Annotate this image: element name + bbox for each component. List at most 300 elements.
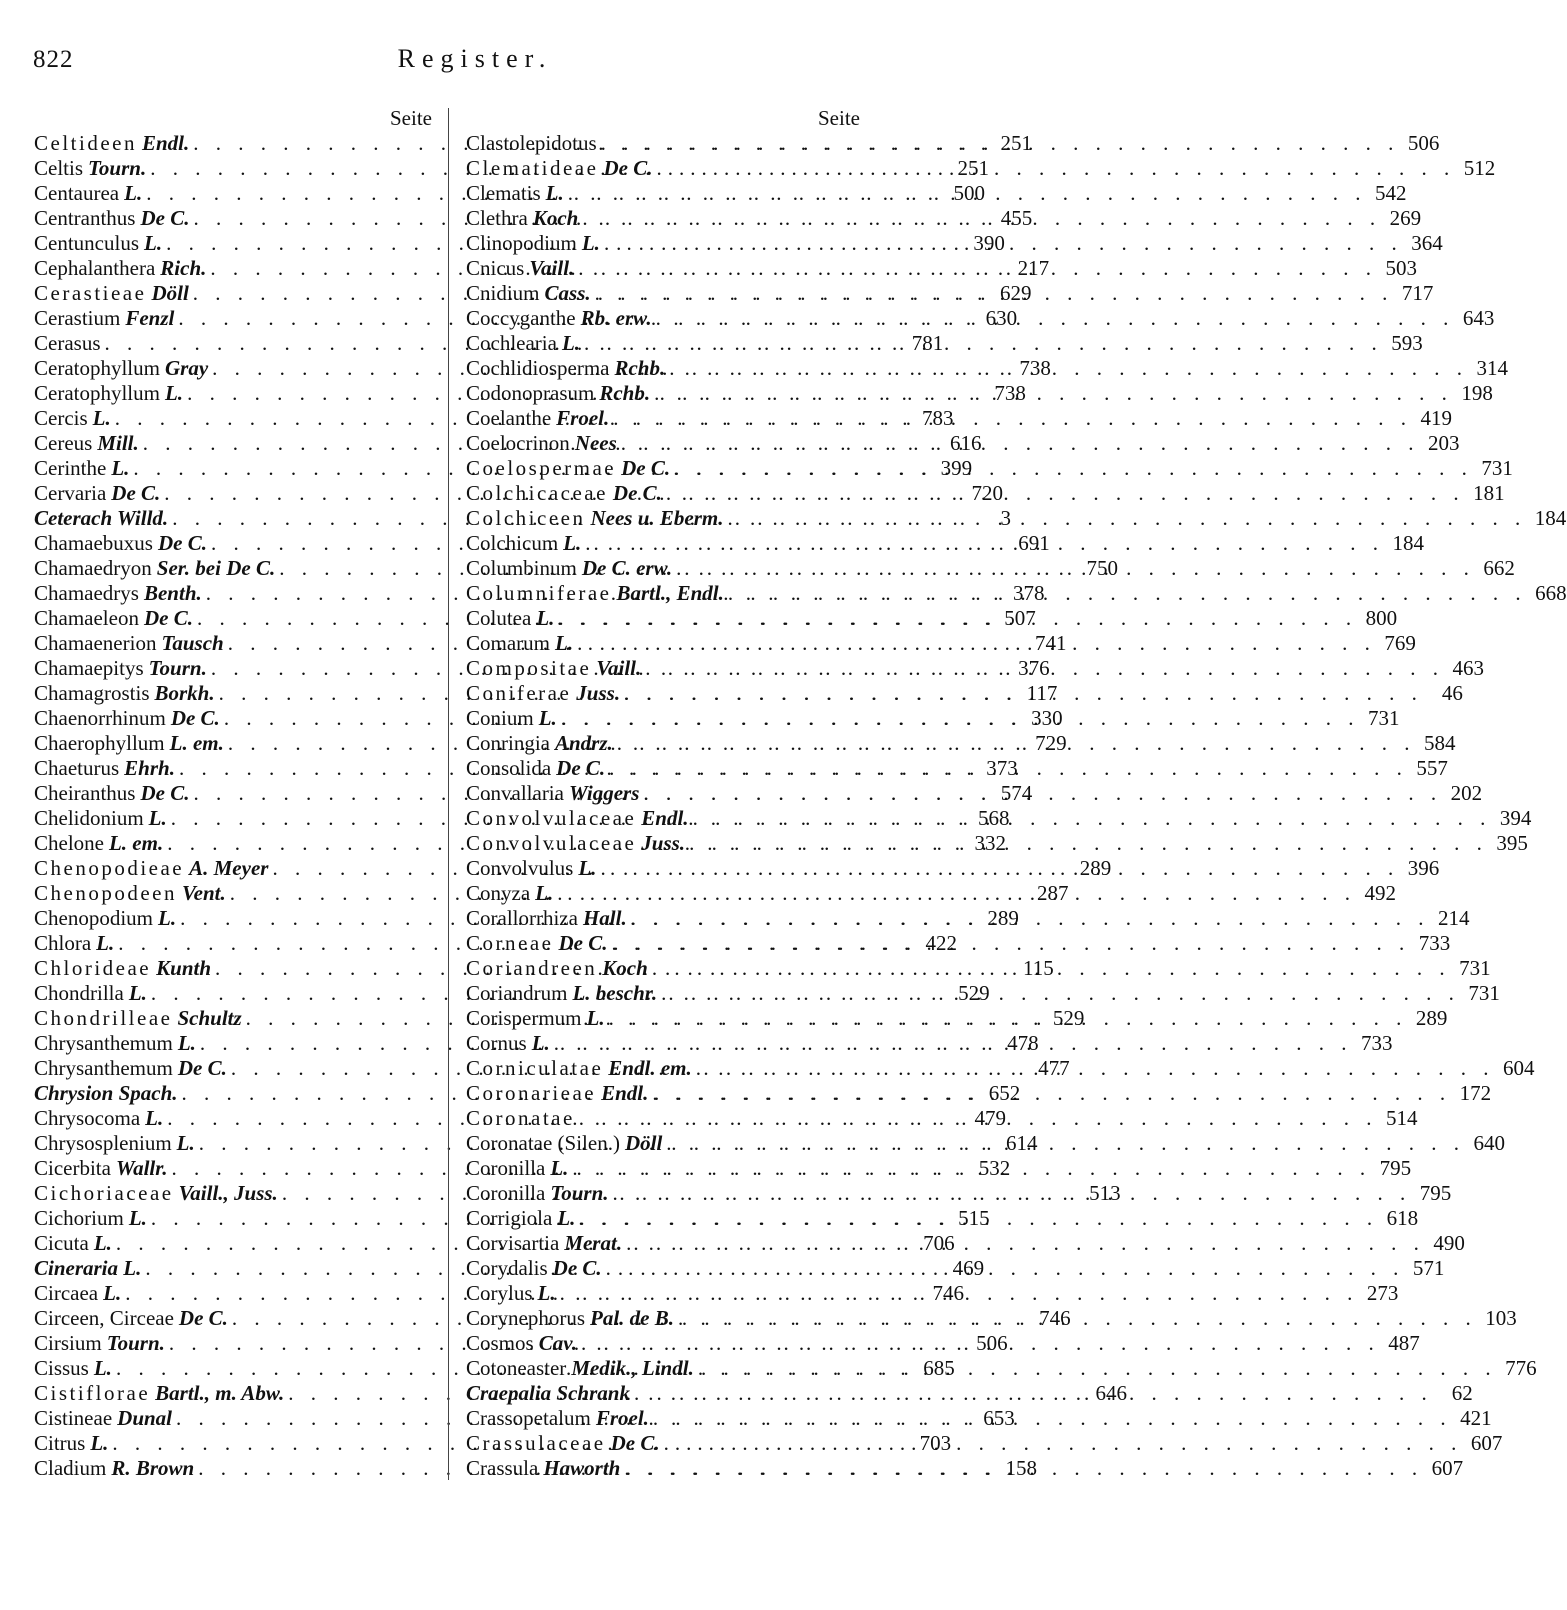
entry-name: Cornus <box>466 1031 527 1055</box>
leader-dots <box>657 981 1460 1006</box>
entry-page-number: 251 <box>957 156 989 180</box>
entry-page-number: 251 <box>1000 131 1033 155</box>
entry-name: Ceterach Willd. <box>34 506 169 530</box>
entry-author: Froel. <box>595 1406 649 1430</box>
entry-text <box>34 1181 278 1206</box>
entry-author: De C. <box>610 1431 660 1455</box>
entry-author: L. <box>128 981 147 1005</box>
entry-author: Ser. bei De C. <box>156 556 276 580</box>
entry-author: L. <box>164 381 184 405</box>
entry-name: Cichoriaceae <box>34 1181 174 1205</box>
entry-author: L. <box>538 706 557 730</box>
entry-page-number: 158 <box>1005 1456 1037 1480</box>
entry-page-number: 3 <box>1000 506 1011 530</box>
entry-page-number: 574 <box>1000 781 1033 805</box>
entry-text <box>34 906 176 931</box>
entry-name: Clethra <box>466 206 528 230</box>
entry-name: Corniculatae <box>466 1056 604 1080</box>
leader-dots <box>597 131 1400 156</box>
leader-dots <box>556 1281 1359 1306</box>
entry-text <box>34 256 206 281</box>
entry-page-number: 181 <box>1473 481 1505 505</box>
entry-text <box>34 306 174 331</box>
entry-text <box>34 781 189 806</box>
entry-page-number: 273 <box>1366 1281 1399 1305</box>
entry-name: Cerasus <box>34 331 101 355</box>
entry-text <box>466 656 641 681</box>
leader-dots <box>639 781 1442 806</box>
entry-name: Cnicus <box>466 256 525 280</box>
entry-page-number: 729 <box>1035 731 1067 755</box>
entry-name: Consolida <box>466 756 552 780</box>
entry-page-number: 455 <box>1000 206 1033 230</box>
entry-text <box>466 1306 674 1331</box>
leader-dots <box>660 1431 1463 1456</box>
entry-name: Coniferae <box>466 681 572 705</box>
leader-dots <box>581 531 1384 556</box>
entry-author: Endl. em. <box>608 1056 692 1080</box>
leader-dots <box>575 1106 1378 1131</box>
leader-dots <box>554 606 1357 631</box>
leader-dots <box>672 556 1475 581</box>
entry-page-number: 396 <box>1407 856 1440 880</box>
entry-page-number: 198 <box>1461 381 1493 405</box>
entry-page-number: 750 <box>1086 556 1118 580</box>
entry-page-number: 769 <box>1384 631 1416 655</box>
entry-page-number: 662 <box>1483 556 1515 580</box>
entry-text <box>466 1356 694 1381</box>
entry-page-number: 373 <box>986 756 1018 780</box>
entry-name: Centaurea <box>34 181 120 205</box>
entry-name: Cistineae <box>34 1406 113 1430</box>
entry-text <box>34 806 167 831</box>
leader-dots <box>650 381 1453 406</box>
entry-name: Columniferae <box>466 581 612 605</box>
entry-page-number: 800 <box>1365 606 1398 630</box>
entry-author: De C. <box>111 481 161 505</box>
column-divider <box>448 108 449 1480</box>
entry-name: Cervaria <box>34 481 107 505</box>
entry-name: Coccyganthe <box>466 306 576 330</box>
entry-page-number: 469 <box>952 1256 985 1280</box>
leader-dots <box>662 481 1465 506</box>
entry-page-number: 289 <box>1415 1006 1448 1030</box>
entry-page-number: 593 <box>1391 331 1423 355</box>
entry-page-number: 117 <box>1026 681 1058 705</box>
entry-text <box>34 756 175 781</box>
entry-author: Vaill. <box>529 256 575 280</box>
entry-text <box>34 1131 195 1156</box>
leader-dots <box>662 1131 1465 1156</box>
entry-text <box>466 906 627 931</box>
entry-text <box>34 956 211 981</box>
entry-text <box>34 1381 284 1406</box>
entry-page-number: 376 <box>1018 656 1050 680</box>
entry-name: Coelanthe <box>466 406 552 430</box>
entry-name: Corylus <box>466 1281 533 1305</box>
entry-name: Circaea <box>34 1281 99 1305</box>
entry-author: Nees <box>574 431 617 455</box>
entry-name: Coronilla <box>466 1181 546 1205</box>
entry-page-number: 795 <box>1379 1156 1412 1180</box>
entry-page-number: 364 <box>1411 231 1443 255</box>
leader-dots <box>577 1331 1380 1356</box>
leader-dots <box>575 1206 1378 1231</box>
entry-text <box>466 1031 550 1056</box>
entry-text <box>466 581 724 606</box>
entry-name: Chondrilleae <box>34 1006 173 1030</box>
entry-text <box>466 956 648 981</box>
entry-page-number: 717 <box>1401 281 1434 305</box>
entry-text <box>466 1381 630 1406</box>
entry-page-number: 478 <box>1007 1031 1039 1055</box>
entry-text <box>466 1281 556 1306</box>
entry-name: Corydalis <box>466 1256 548 1280</box>
entry-page-number: 532 <box>978 1156 1011 1180</box>
entry-name: Colchicaceae <box>466 481 608 505</box>
entry-name: Codonoprasum <box>466 381 595 405</box>
entry-author: L. <box>124 181 143 205</box>
entry-page-number: 643 <box>1462 306 1495 330</box>
entry-author: Döll <box>151 281 189 305</box>
entry-page-number: 378 <box>1013 581 1045 605</box>
entry-author: L. <box>555 631 574 655</box>
entry-name: Corvisartia <box>466 1231 560 1255</box>
entry-author: Wallr. <box>115 1156 168 1180</box>
entry-page-number: 421 <box>1460 1406 1492 1430</box>
entry-author: Borkh. <box>154 681 215 705</box>
leader-dots <box>665 356 1468 381</box>
entry-name: Chenopodium <box>34 906 153 930</box>
entry-author: Dunal <box>117 1406 173 1430</box>
leader-dots <box>674 1306 1477 1331</box>
entry-name: Cladium <box>34 1456 107 1480</box>
entry-author: L. <box>581 231 600 255</box>
entry-text <box>34 506 168 531</box>
entry-name: Coelocrinon <box>466 431 570 455</box>
entry-name: Chenopodeen <box>34 881 177 905</box>
entry-text <box>466 1206 575 1231</box>
entry-name: Chlorideae <box>34 956 152 980</box>
entry-author: L. <box>93 1356 112 1380</box>
entry-text <box>466 856 596 881</box>
entry-name: Cichorium <box>34 1206 124 1230</box>
entry-name: Coriandreen <box>466 956 598 980</box>
leader-dots <box>692 1056 1495 1081</box>
entry-text <box>34 581 202 606</box>
entry-author: Tourn. <box>148 656 207 680</box>
entry-page-number: 487 <box>1388 1331 1420 1355</box>
leader-dots <box>649 1406 1452 1431</box>
leader-dots <box>670 456 1473 481</box>
entry-author: De C. <box>140 206 190 230</box>
seite-label-left: Seite <box>390 106 432 130</box>
leader-dots <box>689 806 1492 831</box>
entry-text <box>466 131 597 156</box>
entry-page-number: 269 <box>1389 206 1422 230</box>
entry-page-number: 733 <box>1418 931 1451 955</box>
entry-page-number: 172 <box>1459 1081 1492 1105</box>
entry-text <box>34 606 193 631</box>
entry-name: Chamaedrys <box>34 581 139 605</box>
entry-page-number: 515 <box>958 1206 990 1230</box>
entry-name: Convolvulus <box>466 856 574 880</box>
entry-page-number: 746 <box>1039 1306 1071 1330</box>
entry-text <box>466 1181 609 1206</box>
entry-page-number: 287 <box>1037 881 1069 905</box>
entry-page-number: 330 <box>1031 706 1063 730</box>
entry-name: Chaeturus <box>34 756 120 780</box>
entry-author: De C. erw. <box>581 556 673 580</box>
entry-author: L. <box>531 1031 550 1055</box>
leader-dots <box>553 881 1356 906</box>
entry-text <box>34 1406 172 1431</box>
entry-author: L. <box>177 1031 196 1055</box>
entry-text <box>34 1031 196 1056</box>
entry-author: Hall. <box>582 906 627 930</box>
entry-name: Convallaria <box>466 781 564 805</box>
leader-dots <box>641 656 1444 681</box>
entry-author: Schultz <box>177 1006 242 1030</box>
entry-page-number: 289 <box>987 906 1019 930</box>
entry-text <box>466 1131 662 1156</box>
entry-page-number: 668 <box>1535 581 1567 605</box>
entry-text <box>34 1306 228 1331</box>
entry-author: Tausch <box>161 631 224 655</box>
entry-name: Comarum <box>466 631 550 655</box>
entry-author: Koch <box>602 956 648 980</box>
entry-name: Chamaebuxus <box>34 531 153 555</box>
entry-name: Crassula <box>466 1456 539 1480</box>
entry-text <box>466 1406 649 1431</box>
entry-text <box>466 156 652 181</box>
entry-text <box>466 356 665 381</box>
leader-dots <box>550 1031 1353 1056</box>
entry-author: L. <box>103 1281 122 1305</box>
entry-name: Colchiceen <box>466 506 586 530</box>
entry-page-number: 604 <box>1502 1056 1535 1080</box>
entry-name: Cochlearia <box>466 331 557 355</box>
entry-name: Cochlidiosperma <box>466 356 610 380</box>
entry-name: Coronatae (Silen.) <box>466 1131 620 1155</box>
entry-author: Vent. <box>181 881 226 905</box>
entry-page-number: 395 <box>1496 831 1528 855</box>
entry-name: Chamaeleon <box>34 606 139 630</box>
entry-page-number: 652 <box>988 1081 1021 1105</box>
entry-text <box>466 1431 660 1456</box>
entry-text <box>466 181 564 206</box>
entry-page-number: 733 <box>1361 1031 1393 1055</box>
entry-text <box>466 1081 648 1106</box>
entry-name: Chrysion Spach. <box>34 1081 178 1105</box>
entry-author: Endl. <box>141 131 190 155</box>
entry-page-number: 506 <box>1407 131 1440 155</box>
entry-page-number: 492 <box>1364 881 1396 905</box>
entry-author: L. em. <box>108 831 164 855</box>
entry-text <box>34 1431 108 1456</box>
entry-page-number: 685 <box>923 1356 955 1380</box>
entry-author: De C. <box>556 756 606 780</box>
entry-text <box>34 856 268 881</box>
entry-author: Nees u. Eberm. <box>590 506 724 530</box>
entry-name: Clematis <box>466 181 541 205</box>
entry-page-number: 507 <box>1004 606 1036 630</box>
entry-name: Compositae <box>466 656 592 680</box>
entry-page-number: 214 <box>1437 906 1470 930</box>
entry-name: Chrysanthemum <box>34 1031 173 1055</box>
entry-text <box>466 1256 602 1281</box>
entry-page-number: 720 <box>971 481 1004 505</box>
entry-name: Ceratophyllum <box>34 381 160 405</box>
leader-dots <box>648 956 1451 981</box>
entry-author: L. em. <box>169 731 224 755</box>
entry-page-number: 289 <box>1079 856 1112 880</box>
entry-author: Haworth <box>543 1456 621 1480</box>
entry-page-number: 463 <box>1452 656 1485 680</box>
entry-page-number: 419 <box>1420 406 1452 430</box>
entry-text <box>466 706 557 731</box>
entry-author: L. <box>90 1431 109 1455</box>
entry-name: Cotoneaster <box>466 1356 567 1380</box>
entry-name: Cirsium <box>34 1331 102 1355</box>
entry-text <box>466 1456 620 1481</box>
entry-name: Coelospermae <box>466 456 617 480</box>
entry-author: Andrz. <box>555 731 613 755</box>
entry-author: L. <box>536 606 555 630</box>
leader-dots <box>620 1456 1423 1481</box>
entry-author: De C. <box>621 456 671 480</box>
entry-text <box>466 981 657 1006</box>
entry-name: Cephalanthera <box>34 256 156 280</box>
entry-text <box>466 606 554 631</box>
entry-page-number: 477 <box>1038 1056 1070 1080</box>
entry-author: Vaill., Juss. <box>178 1181 278 1205</box>
leader-dots <box>580 331 1383 356</box>
entry-name: Cistiflorae <box>34 1381 151 1405</box>
entry-author: Wiggers <box>568 781 640 805</box>
leader-dots <box>573 631 1376 656</box>
entry-page-number: 738 <box>1019 356 1051 380</box>
leader-dots <box>609 406 1412 431</box>
entry-author: Endl. <box>601 1081 649 1105</box>
entry-author: Tourn. <box>550 1181 609 1205</box>
entry-text <box>34 706 220 731</box>
entry-name: Chaenorrhinum <box>34 706 166 730</box>
entry-text <box>34 731 224 756</box>
entry-page-number: 490 <box>1433 1231 1465 1255</box>
entry-name: Corispermum <box>466 1006 582 1030</box>
entry-name: Clematideae <box>466 156 599 180</box>
page-number: 822 <box>33 46 74 73</box>
entry-text <box>466 631 573 656</box>
leader-dots <box>607 931 1410 956</box>
entry-name: Chrysanthemum <box>34 1056 173 1080</box>
entry-name: Cercis <box>34 406 88 430</box>
entry-text <box>466 381 650 406</box>
leader-dots <box>652 156 1455 181</box>
entry-author: L. <box>535 881 554 905</box>
entry-name: Corneae <box>466 931 554 955</box>
entry-text <box>466 231 600 256</box>
entry-page-number: 184 <box>1392 531 1424 555</box>
entry-author: L. <box>561 331 581 355</box>
entry-name: Clinopodium <box>466 231 577 255</box>
entry-text <box>34 1331 165 1356</box>
entry-author: De C. <box>178 1306 228 1330</box>
entry-name: Chrysosplenium <box>34 1131 172 1155</box>
entry-text <box>34 881 226 906</box>
entry-text <box>34 481 160 506</box>
leader-dots <box>620 681 1423 706</box>
entry-page-number: 514 <box>1386 1106 1418 1130</box>
entry-name: Corynephorus <box>466 1306 585 1330</box>
entry-name: Chamaedryon <box>34 556 152 580</box>
entry-text <box>34 981 147 1006</box>
entry-page-number: 529 <box>958 981 990 1005</box>
entry-page-number: 529 <box>1052 1006 1085 1030</box>
entry-page-number: 607 <box>1470 1431 1503 1455</box>
entry-text <box>34 181 142 206</box>
entry-author: L. <box>550 1156 569 1180</box>
entry-page-number: 653 <box>983 1406 1015 1430</box>
entry-page-number: 731 <box>1368 706 1400 730</box>
entry-author: L. <box>563 531 582 555</box>
entry-page-number: 394 <box>1499 806 1532 830</box>
leader-dots <box>605 756 1408 781</box>
entry-name: Chamaenerion <box>34 631 157 655</box>
entry-text <box>466 806 689 831</box>
entry-page-number: 646 <box>1095 1381 1128 1405</box>
entry-page-number: 115 <box>1023 956 1054 980</box>
entry-author: Juss. <box>641 831 686 855</box>
entry-page-number: 506 <box>976 1331 1008 1355</box>
entry-author: L. <box>557 1206 576 1230</box>
leader-dots <box>694 1356 1497 1381</box>
entry-page-number: 103 <box>1485 1306 1517 1330</box>
leader-dots <box>578 206 1381 231</box>
entry-text <box>466 831 685 856</box>
entry-page-number: 217 <box>1017 256 1050 280</box>
leader-dots <box>724 581 1527 606</box>
entry-page-number: 557 <box>1416 756 1448 780</box>
entry-page-number: 399 <box>940 456 973 480</box>
entry-name: Chelone <box>34 831 104 855</box>
entry-text <box>34 931 114 956</box>
entry-name: Chenopodieae <box>34 856 185 880</box>
entry-text <box>466 481 662 506</box>
entry-page-number: 629 <box>1000 281 1032 305</box>
leader-dots <box>602 1256 1405 1281</box>
entry-author: L. <box>148 806 167 830</box>
entry-author: L. beschr. <box>572 981 658 1005</box>
entry-author: Medik., Lindl. <box>571 1356 694 1380</box>
entry-text <box>466 781 639 806</box>
entry-author: De C. <box>170 706 220 730</box>
entry-author: L. <box>578 856 597 880</box>
entry-name: Colchicum <box>466 531 559 555</box>
entry-text <box>466 1156 568 1181</box>
entry-author: Bartl., m. Abw. <box>155 1381 285 1405</box>
entry-author: Froel. <box>556 406 610 430</box>
entry-text <box>466 1056 692 1081</box>
entry-text <box>34 656 207 681</box>
entry-author: Cass. <box>544 281 591 305</box>
entry-author: L. <box>537 1281 556 1305</box>
entry-text <box>466 1331 577 1356</box>
entry-author: Merat. <box>564 1231 623 1255</box>
entry-author: Tourn. <box>88 156 147 180</box>
leader-dots <box>605 1006 1408 1031</box>
